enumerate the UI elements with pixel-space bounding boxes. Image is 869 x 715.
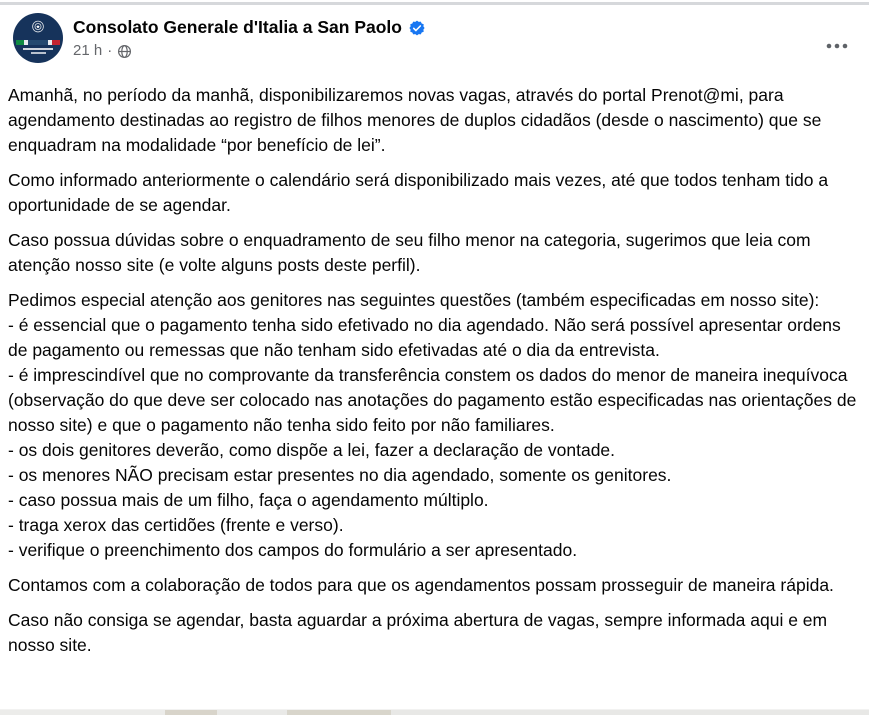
post-text — [0, 63, 869, 658]
list-item: - é essencial que o pagamento tenha sido efetivado no dia agendado. Não será possível apresentar ordens de pagamento ou remessas que não tenham sido efetivadas até o dia da entrevista. — [8, 315, 841, 360]
list-intro: Pedimos especial atenção aos genitores nas seguintes questões (também especificadas em nosso site): — [8, 290, 820, 310]
italian-flag-stripe — [16, 40, 60, 45]
post-paragraph-3: Caso possua dúvidas sobre o enquadramento de seu filho menor na categoria, sugerimos que leia com atenção nosso site (e volte alguns posts deste perfil). — [8, 230, 811, 275]
post-paragraph-1: Amanhã, no período da manhã, disponibilizaremos novas vagas, através do portal Prenot@mi, para agendamento destinadas ao registro de filhos menores de duplos cidadãos (desde o nascimento) que se enquadram na modalidade “por benefício de lei”. — [8, 85, 822, 155]
post-meta-row — [73, 42, 425, 59]
more-options-button[interactable] — [819, 29, 855, 59]
attachment-image-top-edge[interactable] — [0, 709, 869, 715]
post-paragraph-6: Caso não consiga se agendar, basta aguardar a próxima abertura de vagas, sempre informada aqui e em nosso site. — [8, 610, 828, 655]
post-paragraph-5: Contamos com a colaboração de todos para que os agendamentos possam prosseguir de maneira rápida. — [8, 575, 834, 595]
verified-badge-icon — [409, 20, 425, 36]
timestamp[interactable]: 21 h — [73, 42, 103, 59]
list-item: - caso possua mais de um filho, faça o agendamento múltiplo. — [8, 490, 489, 510]
post-paragraph-4-list — [8, 288, 859, 563]
header-info — [73, 13, 425, 59]
list-item: - os dois genitores deverão, como dispõe a lei, fazer a declaração de vontade. — [8, 440, 616, 460]
ellipsis-icon — [826, 37, 848, 52]
list-item: - os menores NÃO precisam estar presentes no dia agendado, somente os genitores. — [8, 465, 672, 485]
meta-separator: · — [107, 42, 113, 59]
post-paragraph-2: Como informado anteriormente o calendário será disponibilizado mais vezes, até que todos tenham tido a oportunidade de se agendar. — [8, 170, 829, 215]
list-item: - traga xerox das certidões (frente e verso). — [8, 515, 344, 535]
globe-icon — [117, 44, 132, 59]
post-header — [0, 5, 869, 63]
profile-avatar[interactable] — [13, 13, 63, 63]
consulate-emblem-icon — [29, 18, 47, 36]
avatar-caption-lines — [13, 48, 63, 54]
list-item: - verifique o preenchimento dos campos do formulário a ser apresentado. — [8, 540, 578, 560]
page-name[interactable]: Consolato Generale d'Italia a San Paolo — [73, 17, 402, 37]
list-item: - é imprescindível que no comprovante da transferência constem os dados do menor de maneira inequívoca (observação do que deve ser colocado nas anotações do pagamento estão especificadas nas orientações de nosso site) e que o pagamento não tenha sido feito por não familiares. — [8, 365, 857, 435]
